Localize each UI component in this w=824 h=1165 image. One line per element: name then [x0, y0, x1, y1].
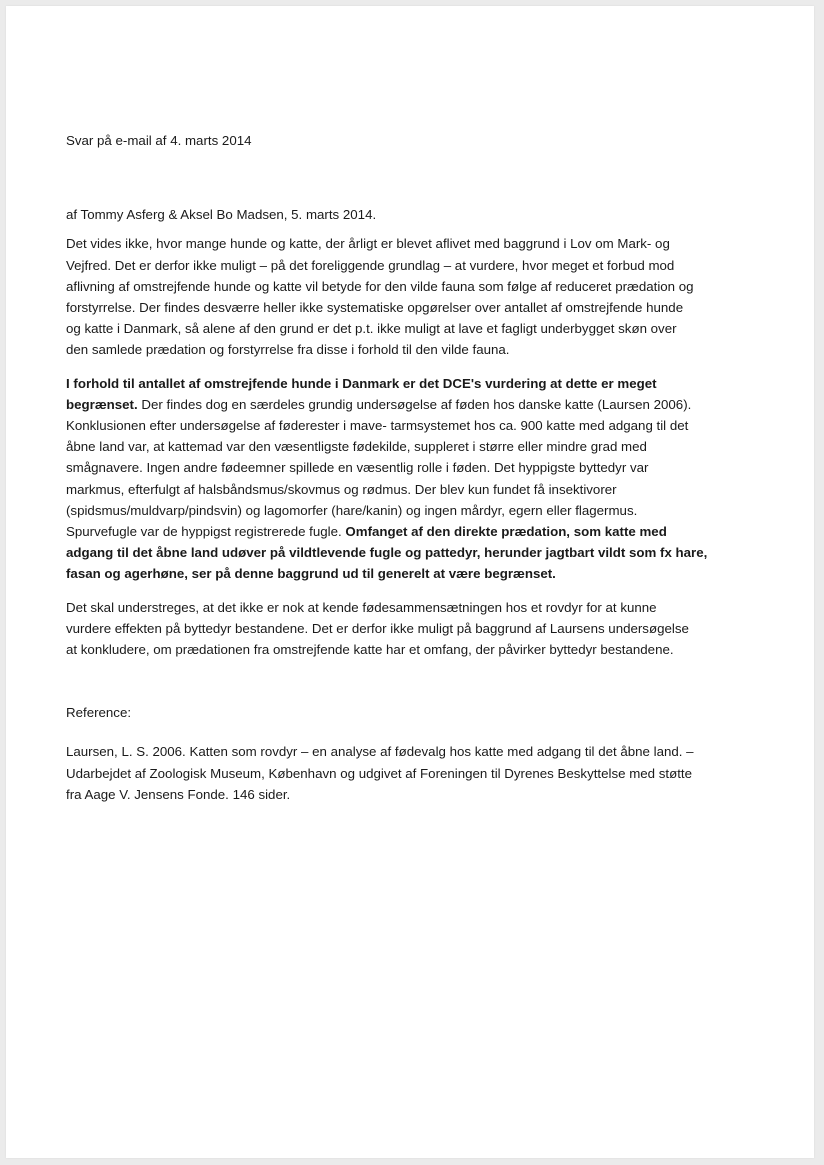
paragraph-line: markmus, efterfulgt af halsbåndsmus/skovmus og rødmus. Der blev kun fundet få insektivorer: [66, 481, 617, 497]
document-page: [6, 6, 814, 1158]
bold-text: adgang til det åbne land udøver på vildtlevende fugle og pattedyr, herunder jagtbart vildt som fx hare,: [66, 545, 708, 561]
paragraph-line: Vejfred. Det er derfor ikke muligt – på det foreliggende grundlag – at vurdere, hvor meget et forbud mod: [66, 257, 675, 273]
paragraph-line: vurdere effekten på byttedyr bestandene. Det er derfor ikke muligt på baggrund af Laursens undersøgelse: [66, 620, 689, 636]
paragraph-intro: [66, 233, 762, 360]
paragraph-line: [66, 394, 762, 415]
paragraph-line: [66, 373, 762, 394]
plain-text: Spurvefugle var de hyppigst registrerede fugle.: [66, 524, 346, 540]
paragraph-conclusion: [66, 597, 762, 661]
paragraph-line: og katte i Danmark, så alene af den grund er det p.t. ikke muligt at lave et fagligt underbygget skøn over: [66, 321, 677, 337]
paragraph-line: [66, 542, 762, 563]
paragraph-line: (spidsmus/muldvarp/pindsvin) og lagomorfer (hare/kanin) og ingen mårdyr, egern eller flagermus.: [66, 502, 638, 518]
bold-text: Omfanget af den direkte prædation, som katte med: [345, 524, 667, 540]
paragraph-line: den samlede prædation og forstyrrelse fra disse i forhold til den vilde fauna.: [66, 342, 510, 358]
reference-line: Udarbejdet af Zoologisk Museum, København og udgivet af Foreningen til Dyrenes Beskyttelse med støtte: [66, 765, 693, 781]
reference-line: fra Aage V. Jensens Fonde. 146 sider.: [66, 786, 291, 802]
letter-body: [66, 130, 762, 817]
subject-line: Svar på e-mail af 4. marts 2014: [66, 133, 252, 148]
author-line: af Tommy Asferg & Aksel Bo Madsen, 5. marts 2014.: [66, 207, 377, 223]
paragraph-line: Konklusionen efter undersøgelse af føderester i mave- tarmsystemet hos ca. 900 katte med adgang til det: [66, 418, 689, 434]
reference-line: Laursen, L. S. 2006. Katten som rovdyr – en analyse af fødevalg hos katte med adgang til det åbne land. –: [66, 744, 694, 760]
paragraph-line: åbne land var, at kattemad var den væsentligste fødekilde, suppleret i større eller mindre grad med: [66, 439, 647, 455]
paragraph-line: at konkludere, om prædationen fra omstrejfende katte har et omfang, der påvirker byttedyr bestandene.: [66, 642, 674, 658]
reference-entry: [66, 741, 762, 805]
paragraph-line: forstyrrelse. Der findes desværre heller ikke systematiske opgørelser over antallet af omstrejfende hunde: [66, 300, 684, 316]
paragraph-line: smågnavere. Ingen andre fødeemner spillede en væsentlig rolle i føden. Det hyppigste byttedyr var: [66, 460, 649, 476]
plain-text: Der findes dog en særdeles grundig undersøgelse af føden hos danske katte (Laursen 2006).: [137, 396, 692, 412]
bold-text: fasan og agerhøne, ser på denne baggrund ud til generelt at være begrænset.: [66, 566, 556, 582]
bold-text: begrænset.: [66, 396, 138, 412]
paragraph-cat-diet: [66, 373, 762, 585]
paragraph-line: [66, 521, 762, 542]
paragraph-line: [66, 563, 762, 584]
paragraph-line: Det vides ikke, hvor mange hunde og katte, der årligt er blevet aflivet med baggrund i Lov om Mark- og: [66, 236, 670, 252]
reference-heading: Reference:: [66, 705, 132, 721]
paragraph-line: aflivning af omstrejfende hunde og katte vil betyde for den vilde fauna som følge af reduceret prædation og: [66, 278, 694, 294]
bold-text: I forhold til antallet af omstrejfende hunde i Danmark er det DCE's vurdering at dette er meget: [66, 375, 657, 391]
paragraph-line: Det skal understreges, at det ikke er nok at kende fødesammensætningen hos et rovdyr for at kunne: [66, 599, 657, 615]
